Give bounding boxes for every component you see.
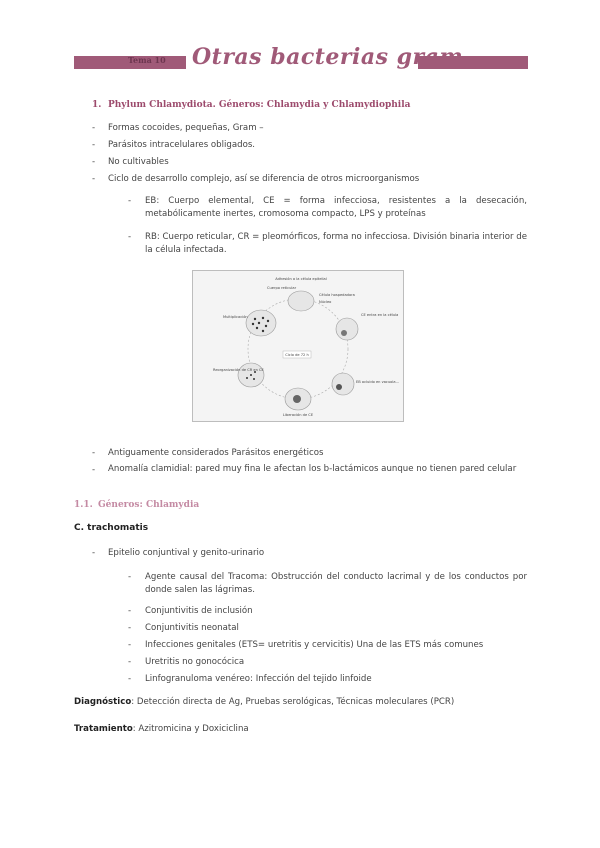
treatment-line [74, 724, 249, 734]
treatment-text: : Azitromicina y Doxiciclina [132, 724, 249, 734]
treatment-label: Tratamiento [74, 724, 133, 734]
bullet-dash: - [92, 174, 96, 184]
bullet-dash: - [92, 123, 96, 133]
cell-nucleus [341, 330, 347, 336]
section-title: Phylum Chlamydiota. Géneros: Chlamydia y Chlamydiophila [108, 100, 411, 110]
sub-bullet-dash: - [128, 196, 132, 206]
label-bottom: Liberación de CE [282, 413, 314, 417]
bullet-dash: - [92, 548, 96, 558]
sub-bullet-dash: - [128, 657, 132, 667]
label-bottom-right: EB ocluido en vacuola... [356, 380, 399, 384]
bullet-item: Epitelio conjuntival y genito-urinario [108, 548, 265, 558]
label-nucleus: Núcleo [319, 300, 332, 304]
bullet-item: Parásitos intracelulares obligados. [108, 140, 256, 150]
bullet-item: Formas cocoides, pequeñas, Gram – [108, 123, 264, 133]
sub-bullet-dash: - [128, 674, 132, 684]
bullet-dash: - [92, 157, 96, 167]
chlamydia-life-cycle-figure [192, 270, 404, 422]
label-right: CE entra en la célula [361, 313, 399, 317]
bullet-item: Ciclo de desarrollo complejo, así se diferencia de otros microorganismos [108, 174, 420, 184]
cell-nucleus [336, 384, 342, 390]
topic-number: Tema 10 [128, 55, 166, 65]
center-label: Ciclo de 72 h [285, 353, 309, 357]
life-cycle-diagram [193, 271, 403, 421]
sub-bullet-item: EB: Cuerpo elemental, CE = forma infecciosa, resistentes a la desecación, metabólicamente inertes, cromosoma compacto, LPS y proteínas [145, 196, 527, 219]
label-top-left: Cuerpo reticular [267, 286, 297, 290]
organism-heading: C. trachomatis [74, 523, 149, 533]
label-host: Célula hospedadora [319, 293, 355, 297]
subsection-number: 1.1. [74, 500, 93, 510]
bullet-dash: - [92, 465, 96, 475]
sub-bullet-dash: - [128, 232, 132, 242]
label-top: Adhesión a la célula epitelial [275, 277, 327, 281]
bullet-item: No cultivables [108, 157, 169, 167]
sub-bullet-item: Uretritis no gonocócica [145, 657, 245, 667]
cell-top [288, 291, 314, 311]
sub-bullet-dash: - [128, 572, 132, 582]
cell-right [336, 318, 358, 340]
bullet-dash: - [92, 448, 96, 458]
bullet-item: Anomalía clamidial: pared muy fina le afectan los b-lactámicos aunque no tienen pared celular [108, 464, 517, 474]
cell-left [246, 310, 276, 336]
cell-bottom-right [332, 373, 354, 395]
label-left: Multiplicación [223, 315, 248, 319]
sub-bullet-item: Infecciones genitales (ETS= uretritis y cervicitis) Una de las ETS más comunes [145, 640, 484, 650]
bullet-item: Antiguamente considerados Parásitos energéticos [108, 448, 324, 458]
diagnosis-line [74, 697, 454, 707]
label-bottom-left: Reorganización de CR en CE [213, 368, 264, 372]
diagnosis-text: : Detección directa de Ag, Pruebas serológicas, Técnicas moleculares (PCR) [131, 697, 455, 707]
sub-bullet-item: Conjuntivitis de inclusión [145, 606, 253, 616]
sub-bullet-item: Linfogranuloma venéreo: Infección del tejido linfoide [145, 674, 372, 684]
cell-nucleus [293, 395, 301, 403]
bullet-dash: - [92, 140, 96, 150]
sub-bullet-item: Conjuntivitis neonatal [145, 623, 239, 633]
diagnosis-label: Diagnóstico [74, 697, 132, 707]
sub-bullet-dash: - [128, 606, 132, 616]
sub-bullet-item: Agente causal del Tracoma: Obstrucción del conducto lacrimal y de los conductos por donde salen las lágrimas. [145, 572, 527, 595]
sub-bullet-dash: - [128, 640, 132, 650]
subsection-title: Géneros: Chlamydia [98, 500, 200, 510]
sub-bullet-item: RB: Cuerpo reticular, CR = pleomórficos, forma no infecciosa. División binaria interior de la célula infectada. [145, 232, 527, 255]
section-number: 1. [92, 100, 102, 110]
page-title: Otras bacterias gram - [192, 44, 481, 70]
sub-bullet-dash: - [128, 623, 132, 633]
